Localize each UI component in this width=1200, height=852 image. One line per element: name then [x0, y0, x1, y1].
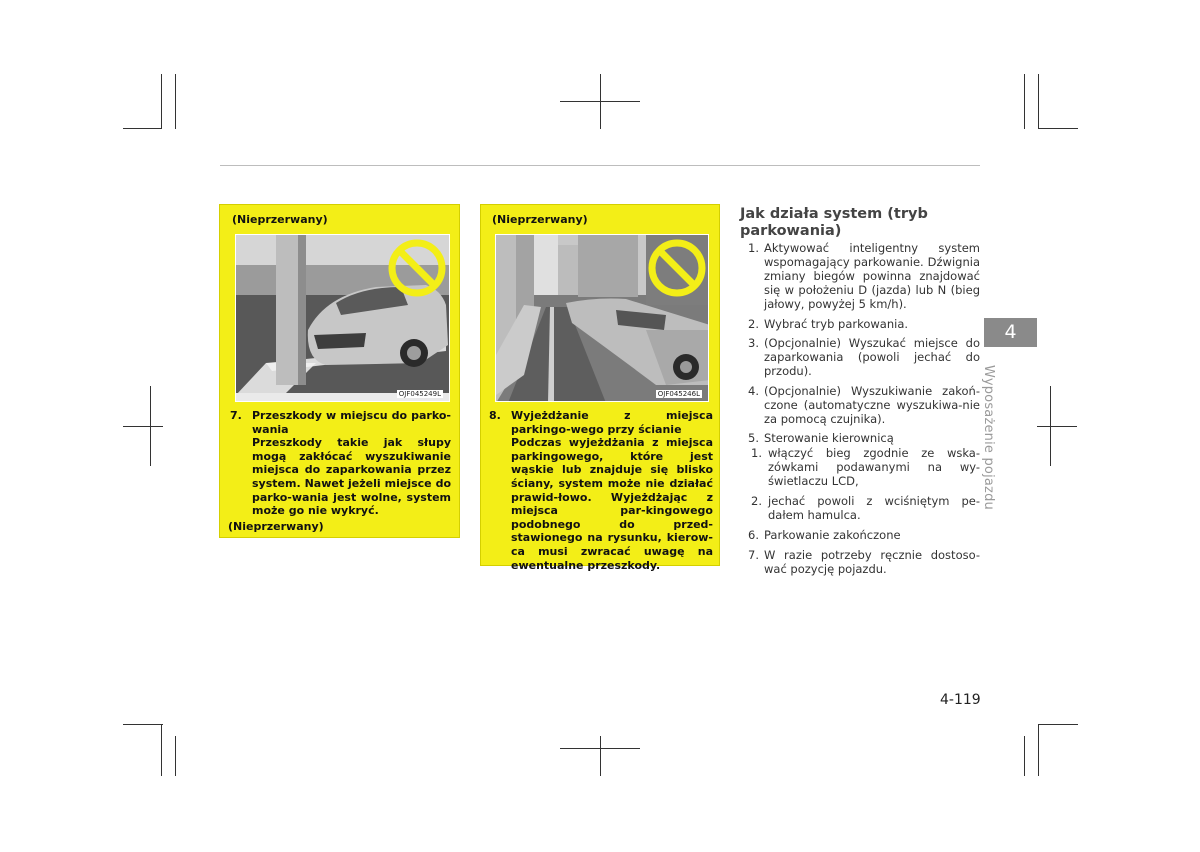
step-number: 4. — [748, 383, 759, 398]
step-text: Sterowanie kierownicą — [764, 431, 894, 445]
image-code: OJF045249L — [398, 390, 441, 398]
step-item — [748, 241, 980, 311]
step-number: 3. — [748, 336, 759, 350]
crop-mark — [175, 736, 176, 776]
no-entry-icon — [387, 238, 447, 298]
step-item — [748, 317, 980, 331]
crop-mark — [123, 128, 161, 129]
substep-text: jechać powoli z wciśniętym pe-dałem hamulca. — [768, 494, 980, 522]
panel-title: (Nieprzerwany) — [232, 213, 328, 226]
step-item — [748, 336, 980, 378]
crop-mark — [1038, 724, 1078, 725]
crop-mark — [161, 724, 162, 776]
item-title: Przeszkody w miejscu do parko-wania — [252, 409, 451, 436]
crop-mark — [600, 736, 601, 776]
step-text: Wybrać tryb parkowania. — [764, 316, 909, 331]
step-number: 7. — [748, 547, 759, 562]
step-item — [748, 384, 980, 426]
chapter-label-text: Wyposażenie pojazdu — [981, 365, 996, 510]
step-number: 2. — [748, 316, 759, 331]
step-text: W razie potrzeby ręcznie dostoso-wać pozycję pojazdu. — [764, 547, 980, 576]
crop-mark — [560, 748, 640, 749]
image-code: OJF045246L — [657, 390, 700, 398]
crop-mark — [161, 74, 162, 129]
chapter-side-label — [981, 365, 1013, 515]
step-text: (Opcjonalnie) Wyszukiwanie zakoń-czone (automatyczne wyszukiwa-nie za pomocą czujnika). — [764, 383, 980, 426]
warning-item-7 — [230, 409, 452, 519]
crop-mark — [1024, 74, 1025, 129]
crop-mark — [1038, 74, 1039, 129]
step-number: 1. — [748, 241, 759, 255]
item-text: Podczas wyjeżdżania z miejsca parkingowego, które jest wąskie lub znajduje się blisko ściany, system może nie działać prawid-łowo. Wyjeżdżając z miejsca par-kingowego podobnego do przed-stawionego na rysunku, kierow-ca musi zwracać uwagę na ewentualne przeszkody. — [511, 436, 713, 572]
crop-mark — [1038, 128, 1078, 129]
step-text: Aktywować inteligentny system wspomagający parkowanie. Dźwignia zmiany biegów powinna znajdować się w położeniu D (jazda) lub N (bieg jałowy, powyżej 5 km/h). — [764, 241, 980, 311]
illustration-wall-parking — [495, 234, 709, 402]
substep-number: 1. — [751, 446, 762, 460]
substep-text: włączyć bieg zgodnie ze wska-zówkami podawanymi na wy-świetlaczu LCD, — [768, 446, 980, 488]
step-item — [748, 431, 980, 445]
substep-number: 2. — [751, 494, 762, 508]
step-text: (Opcjonalnie) Wyszukać miejsce do zaparkowania (powoli jechać do przodu). — [764, 336, 980, 378]
step-number: 6. — [748, 528, 759, 542]
warning-panel-obstacles — [219, 204, 460, 538]
item-number: 8. — [489, 409, 501, 422]
substep-item — [748, 494, 980, 522]
header-rule — [220, 165, 980, 166]
crop-mark — [1038, 724, 1039, 776]
warning-panel-wall — [480, 204, 720, 572]
item-title: Wyjeżdżanie z miejsca parkingo-wego przy ścianie — [511, 409, 713, 436]
step-item — [748, 528, 980, 542]
page-number: 4-119 — [940, 692, 981, 708]
item-body — [252, 409, 451, 518]
crop-mark — [560, 101, 640, 102]
step-text: Parkowanie zakończone — [764, 528, 901, 542]
step-item — [748, 548, 980, 576]
procedure-steps — [748, 241, 980, 581]
crop-mark — [1024, 736, 1025, 776]
section-heading: Jak działa system (tryb parkowania) — [740, 206, 928, 239]
item-body — [511, 409, 713, 572]
crop-mark — [123, 426, 163, 427]
step-number: 5. — [748, 431, 759, 445]
illustration-pillar-parking — [235, 234, 450, 402]
crop-mark — [1037, 426, 1077, 427]
warning-item-8 — [489, 409, 713, 572]
crop-mark — [123, 724, 163, 725]
item-text: Przeszkody takie jak słupy mogą zakłócać wyszukiwanie miejsca do zaparkowania przez system. Nawet jeżeli miejsce do parko-wania jest wolne, system może go nie wykryć. — [252, 436, 451, 518]
crop-mark — [175, 74, 176, 129]
substep-item — [748, 446, 980, 488]
panel-footer: (Nieprzerwany) — [228, 520, 324, 533]
panel-title: (Nieprzerwany) — [492, 213, 588, 226]
chapter-tab: 4 — [984, 318, 1037, 347]
no-entry-icon — [647, 238, 707, 298]
item-number: 7. — [230, 409, 242, 422]
